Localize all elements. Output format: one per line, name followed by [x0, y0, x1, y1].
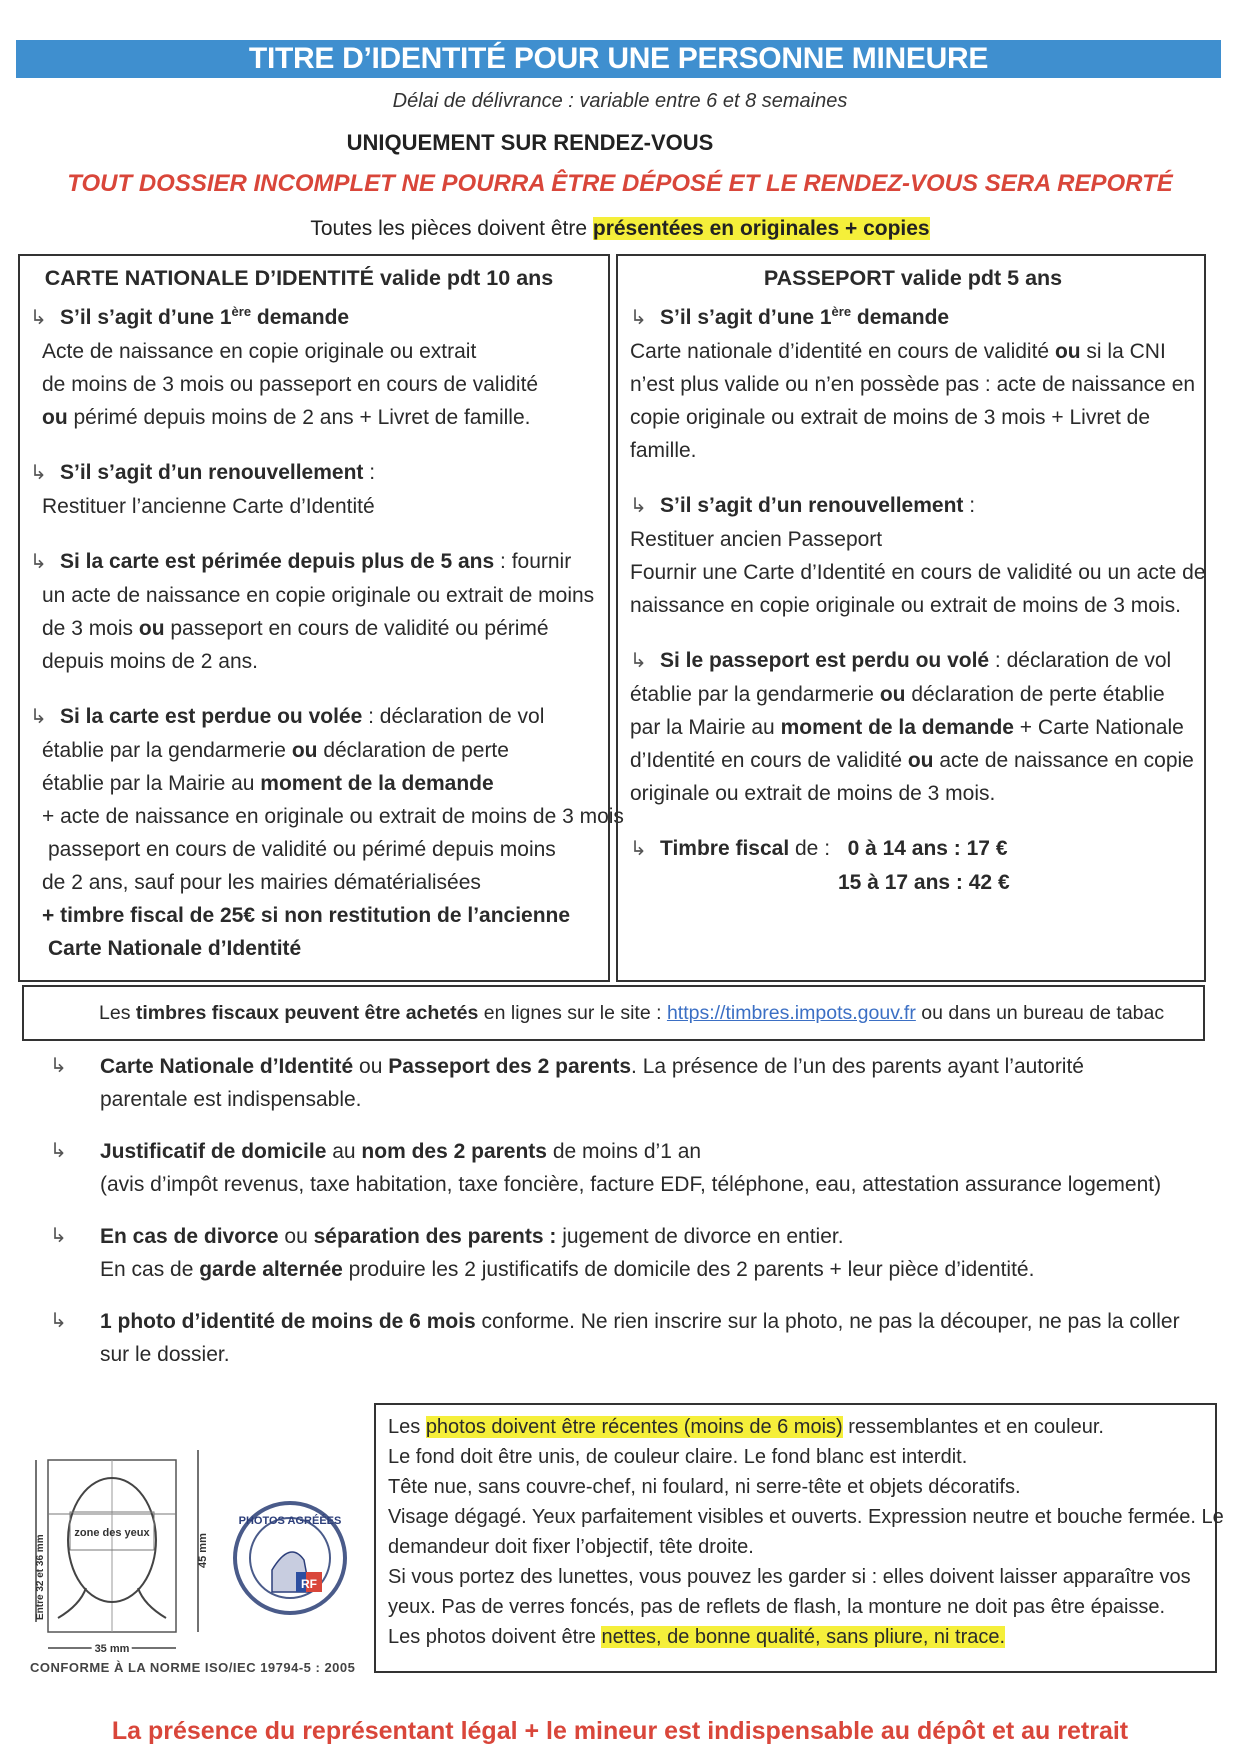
cni-first-l3: ou périmé depuis moins de 2 ans + Livret de famille.: [42, 406, 531, 429]
cni-expired-l1: un acte de naissance en copie originale ou extrait de moins: [42, 584, 595, 607]
cni-lost-l5: de 2 ans, sauf pour les mairies dématérialisées: [42, 871, 481, 894]
legal-presence-notice: La présence du représentant légal + le mineur est indispensable au dépôt et au retrait: [111, 1717, 1129, 1745]
cni-lost-l7: Carte Nationale d’Identité: [48, 937, 302, 960]
cni-box: CARTE NATIONALE D’IDENTITÉ valide pdt 10 ans ↳ S’il s’agit d’une 1ère demande Acte de naissance en copie originale ou extrait de moins de 3 mois ou passeport en cours de validité ou périmé depuis moins de 2 ans + Livret de famille. ↳ S’il s’agit d’un renouvellement : Restituer l’ancienne Carte d’Identité ↳ Si la carte est périmée depuis plus de 5 ans : fournir un acte de naissance en copie originale ou extrait de moins de 3 mois ou passeport en cours de validité ou périmé depuis moins de 2 ans. ↳ Si la carte est perdue ou volée : déclaration de vol établie par la gendarmerie ou déclaration de perte établie par la Mairie au moment de la demande + acte de naissance en originale ou extrait de moins de 3 mois passeport en cours de validité ou périmé depuis moins de 2 ans, sauf pour les mairies dématérialisées + timbre fiscal de 25€ si non restitution de l’ancienne Carte Nationale d’Identité: [18, 254, 610, 982]
arrow-icon: ↳: [30, 307, 47, 329]
cni-lost-head: Si la carte est perdue ou volée: [60, 705, 363, 728]
passport-renew-l1: Restituer ancien Passeport: [630, 528, 883, 551]
cni-expired-head: Si la carte est périmée depuis plus de 5 ans: [60, 550, 495, 573]
stamps-notice: Les timbres fiscaux peuvent être achetés en lignes sur le site : https://timbres.impots.gouv.fr ou dans un bureau de tabac: [22, 985, 1205, 1041]
requirements-list: [50, 1050, 1190, 1390]
list-item: ↳ En cas de divorce ou séparation des parents : jugement de divorce en entier. En cas de garde alternée produire les 2 justificatifs de domicile des 2 parents + leur pièce d’identité.: [50, 1220, 1190, 1286]
arrow-icon: ↳: [30, 706, 47, 728]
stamps-link[interactable]: https://timbres.impots.gouv.fr: [666, 1002, 916, 1024]
delivery-delay: Délai de délivrance : variable entre 6 et 8 semaines: [392, 90, 848, 112]
cni-expired-l2: de 3 mois ou passeport en cours de validité ou périmé: [42, 617, 549, 640]
passport-renew-head: S’il s’agit d’un renouvellement: [660, 494, 964, 517]
height-label: 45 mm: [197, 1533, 209, 1568]
list-item: ↳ 1 photo d’identité de moins de 6 mois conforme. Ne rien inscrire sur la photo, ne pas la découper, ne pas la coller sur le dossier.: [50, 1305, 1190, 1371]
passport-fee-2: 15 à 17 ans : 42 €: [838, 871, 1010, 894]
photo-rule: yeux. Pas de verres foncés, pas de reflets de flash, la monture ne doit pas être épaisse.: [388, 1596, 1166, 1618]
photo-rule: Visage dégagé. Yeux parfaitement visibles et ouverts. Expression neutre et bouche fermée. Le: [388, 1506, 1224, 1528]
cni-lost-l6: + timbre fiscal de 25€ si non restitution de l’ancienne: [42, 904, 571, 927]
passport-first-l1: Carte nationale d’identité en cours de validité ou si la CNI: [630, 340, 1166, 363]
cni-renew-head: S’il s’agit d’un renouvellement: [60, 461, 364, 484]
seal-text: PHOTOS AGRÉÉES: [238, 1515, 342, 1527]
passport-fee-1: 0 à 14 ans : 17 €: [847, 837, 1008, 860]
passport-first-l3: copie originale ou extrait de moins de 3 mois + Livret de: [630, 406, 1151, 429]
photo-rule: Les photos doivent être nettes, de bonne qualité, sans pliure, ni trace.: [388, 1626, 1006, 1648]
passport-first-l2: n’est plus valide ou n’en possède pas : acte de naissance en: [630, 373, 1196, 396]
passport-lost-head: Si le passeport est perdu ou volé: [660, 649, 990, 672]
passport-renew-l2: Fournir une Carte d’Identité en cours de validité ou un acte de: [630, 561, 1206, 584]
iso-norm-label: CONFORME À LA NORME ISO/IEC 19794-5 : 2005: [30, 1660, 356, 1675]
list-item: ↳ Justificatif de domicile au nom des 2 parents de moins d’1 an (avis d’impôt revenus, taxe habitation, taxe foncière, facture EDF, téléphone, eau, attestation assurance logement): [50, 1135, 1190, 1201]
arrow-icon: ↳: [630, 307, 647, 329]
cni-lost-l1: établie par la gendarmerie ou déclaration de perte: [42, 739, 509, 762]
arrow-icon: ↳: [30, 462, 47, 484]
passport-box: PASSEPORT valide pdt 5 ans ↳ S’il s’agit d’une 1ère demande Carte nationale d’identité en cours de validité ou si la CNI n’est plus valide ou n’en possède pas : acte de naissance en copie originale ou extrait de moins de 3 mois + Livret de famille. ↳ S’il s’agit d’un renouvellement : Restituer ancien Passeport Fournir une Carte d’Identité en cours de validité ou un acte de naissance en copie originale ou extrait de moins de 3 mois. ↳ Si le passeport est perdu ou volé : déclaration de vol établie par la gendarmerie ou déclaration de perte établie par la Mairie au moment de la demande + Carte Nationale d’Identité en cours de validité ou acte de naissance en copie originale ou extrait de moins de 3 mois. ↳ Timbre fiscal de : 0 à 14 ans : 17 € 15 à 17 ans : 42 €: [616, 254, 1206, 982]
pieces-highlight: présentées en originales + copies: [592, 217, 930, 240]
photo-rule: Si vous portez des lunettes, vous pouvez les garder si : elles doivent laisser apparaître vos: [388, 1566, 1191, 1588]
arrow-icon: ↳: [30, 551, 47, 573]
photo-rule: Les photos doivent être récentes (moins de 6 mois) ressemblantes et en couleur.: [388, 1416, 1104, 1438]
width-label: 35 mm: [94, 1643, 130, 1655]
cni-title: CARTE NATIONALE D’IDENTITÉ valide pdt 10 ans: [44, 266, 554, 290]
passport-lost-l4: originale ou extrait de moins de 3 mois.: [630, 782, 996, 805]
cni-renew-l1: Restituer l’ancienne Carte d’Identité: [42, 495, 375, 518]
list-item: ↳ Carte Nationale d’Identité ou Passeport des 2 parents. La présence de l’un des parents ayant l’autorité parentale est indispensable.: [50, 1050, 1190, 1116]
cni-first-l2: de moins de 3 mois ou passeport en cours de validité: [42, 373, 539, 396]
cni-first-head: S’il s’agit d’une 1ère demande: [60, 304, 350, 329]
cni-lost-l4: passeport en cours de validité ou périmé depuis moins: [48, 838, 556, 861]
page-title: TITRE D’IDENTITÉ POUR UNE PERSONNE MINEURE: [16, 40, 1221, 78]
pieces-prefix: Toutes les pièces doivent être: [310, 217, 593, 240]
cni-first-l1: Acte de naissance en copie originale ou extrait: [42, 340, 477, 363]
arrow-icon: ↳: [50, 1225, 67, 1247]
passport-lost-l1: établie par la gendarmerie ou déclaration de perte établie: [630, 683, 1165, 706]
arrow-icon: ↳: [50, 1140, 67, 1162]
cni-lost-l3: + acte de naissance en originale ou extrait de moins de 3 mois: [42, 805, 624, 828]
arrow-icon: ↳: [630, 495, 647, 517]
passport-lost-l2: par la Mairie au moment de la demande + Carte Nationale: [630, 716, 1184, 739]
passport-fee: ↳ Timbre fiscal de : 0 à 14 ans : 17 €: [630, 832, 1196, 866]
passport-first-head: S’il s’agit d’une 1ère demande: [660, 304, 950, 329]
passport-first-l4: famille.: [630, 439, 697, 462]
photo-rule: Le fond doit être unis, de couleur claire. Le fond blanc est interdit.: [388, 1446, 968, 1468]
arrow-icon: ↳: [630, 650, 647, 672]
appointment-notice: UNIQUEMENT SUR RENDEZ-VOUS: [346, 130, 714, 155]
photo-dimension-diagram: [28, 1440, 218, 1660]
cni-expired-l3: depuis moins de 2 ans.: [42, 650, 258, 673]
height-range-label: Entre 32 et 36 mm: [35, 1534, 46, 1620]
incomplete-warning: TOUT DOSSIER INCOMPLET NE POURRA ÊTRE DÉPOSÉ ET LE RENDEZ-VOUS SERA REPORTÉ: [67, 170, 1173, 197]
passport-title: PASSEPORT valide pdt 5 ans: [763, 266, 1063, 290]
passport-lost-l3: d’Identité en cours de validité ou acte de naissance en copie: [630, 749, 1194, 772]
arrow-icon: ↳: [50, 1310, 67, 1332]
seal-rf: RF: [301, 1577, 317, 1591]
photo-rule: Tête nue, sans couvre-chef, ni foulard, ni serre-tête et objets décoratifs.: [388, 1476, 1021, 1498]
approved-photos-seal-icon: [232, 1500, 348, 1616]
eye-zone-label: zone des yeux: [74, 1527, 150, 1539]
pieces-notice: [0, 217, 1240, 241]
arrow-icon: ↳: [50, 1055, 67, 1077]
photo-rule: demandeur doit fixer l’objectif, tête droite.: [388, 1536, 754, 1558]
passport-renew-l3: naissance en copie originale ou extrait de moins de 3 mois.: [630, 594, 1181, 617]
photo-rules-box: [374, 1403, 1224, 1673]
arrow-icon: ↳: [630, 838, 647, 860]
cni-lost-l2: établie par la Mairie au moment de la demande: [42, 772, 494, 795]
